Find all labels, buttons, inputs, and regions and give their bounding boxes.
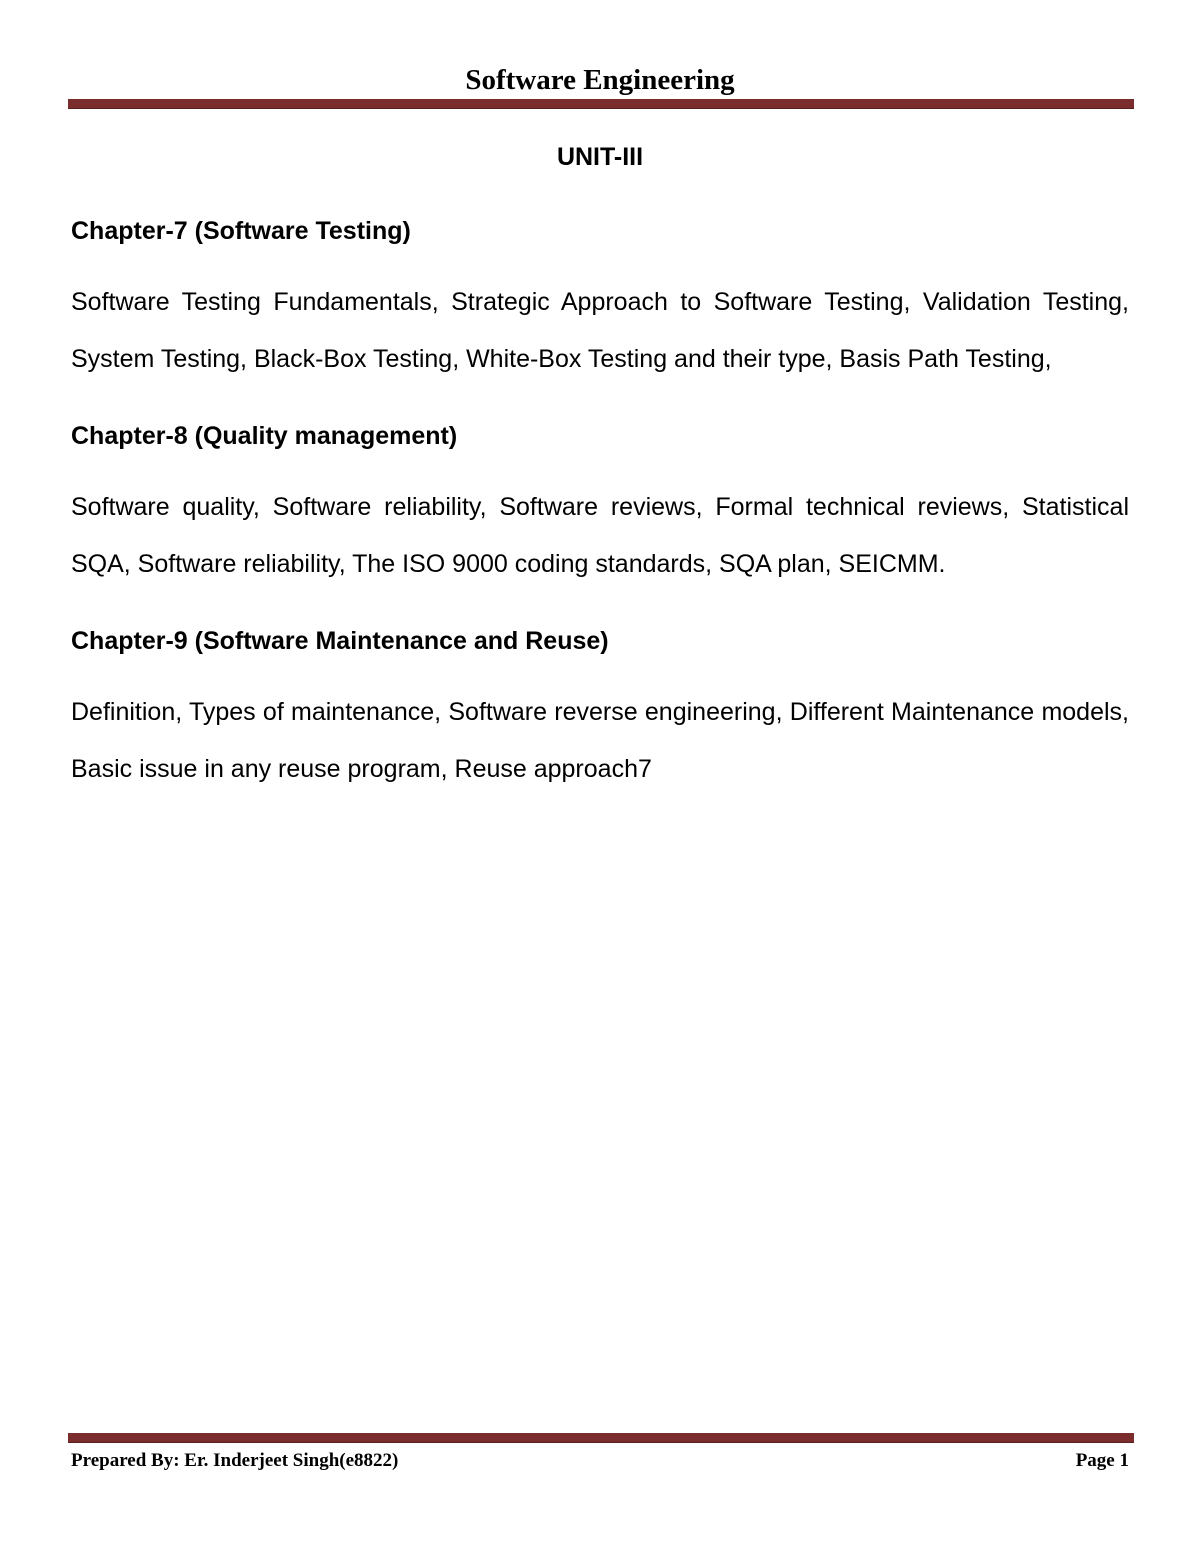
chapter-9-body: Definition, Types of maintenance, Software reverse engineering, Different Maintenance models, Basic issue in any reuse program, Reuse approach7 xyxy=(71,698,1129,783)
chapter-8-heading: Chapter-8 (Quality management) xyxy=(71,422,458,450)
chapter-8-body: Software quality, Software reliability, Software reviews, Formal technical reviews, Statistical SQA, Software reliability, The ISO 9000 coding standards, SQA plan, SEICMM. xyxy=(71,493,1129,578)
unit-heading: UNIT-III xyxy=(556,143,644,171)
chapter-9-heading: Chapter-9 (Software Maintenance and Reuse) xyxy=(71,627,609,655)
footer-divider xyxy=(68,1433,1134,1442)
page-header-title: Software Engineering xyxy=(465,64,735,96)
chapter-7-body: Software Testing Fundamentals, Strategic Approach to Software Testing, Validation Testing, System Testing, Black-Box Testing, White-Box Testing and their type, Basis Path Testing, xyxy=(71,288,1129,373)
chapter-7-heading: Chapter-7 (Software Testing) xyxy=(71,217,411,245)
page-content xyxy=(71,140,1129,829)
footer-prepared-by: Prepared By: Er. Inderjeet Singh(e8822) xyxy=(71,1450,399,1471)
header-divider xyxy=(68,99,1134,108)
footer-page-number: Page 1 xyxy=(1075,1450,1129,1471)
